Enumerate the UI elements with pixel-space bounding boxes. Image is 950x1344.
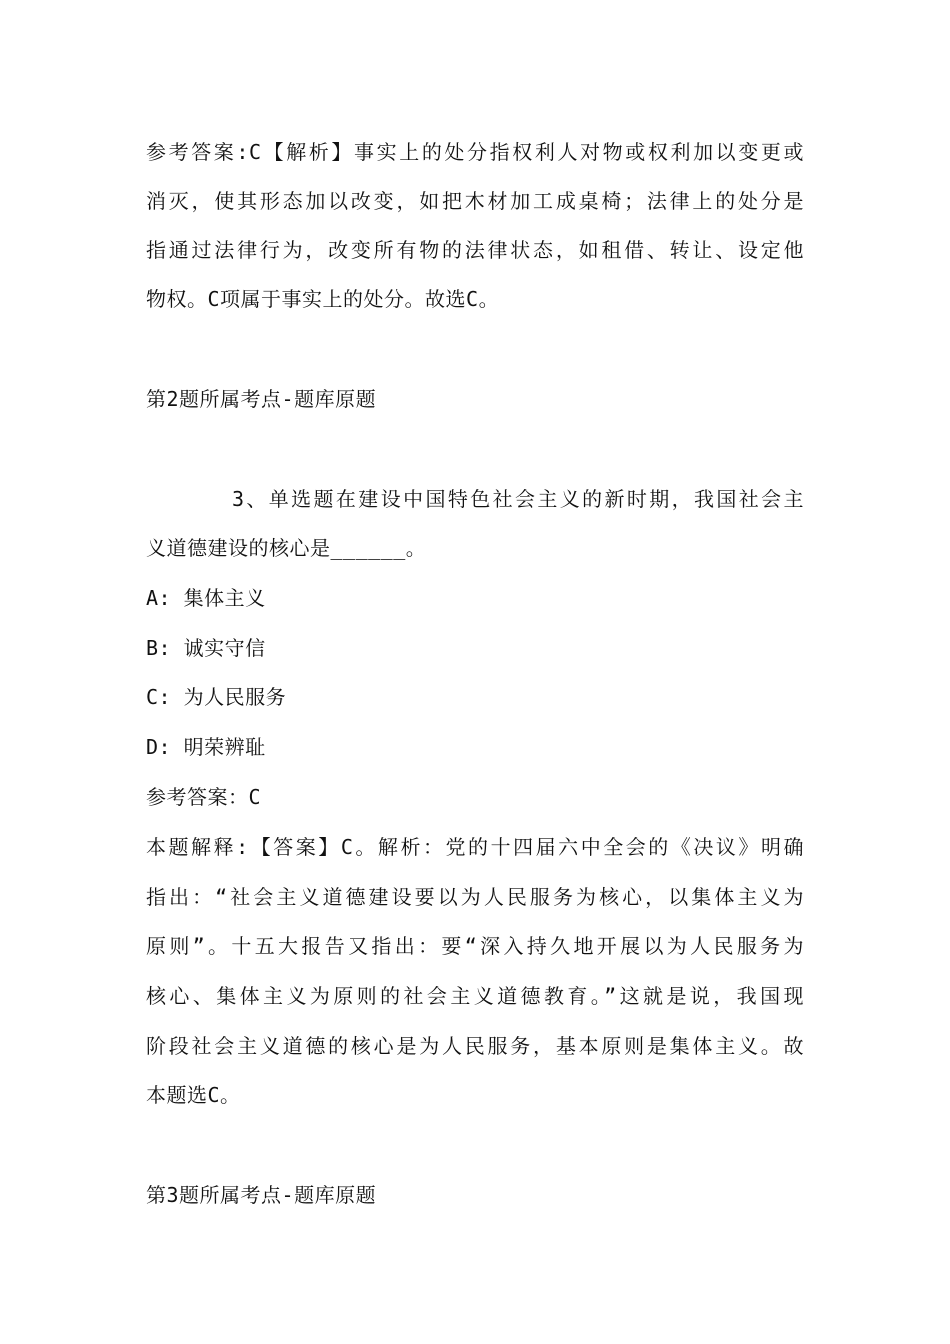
answer-1-line-1: 参考答案:C【解析】事实上的处分指权利人对物或权利加以变更或 xyxy=(146,140,804,164)
explanation-line-5: 阶段社会主义道德的核心是为人民服务，基本原则是集体主义。故 xyxy=(146,1034,804,1058)
answer-1-line-4: 物权。C项属于事实上的处分。故选C。 xyxy=(146,287,500,311)
explanation-line-1: 本题解释:【答案】C。解析：党的十四届六中全会的《决议》明确 xyxy=(146,835,804,859)
question-3-stem-line-1: 3、单选题在建设中国特色社会主义的新时期，我国社会主 xyxy=(232,487,804,511)
explanation-line-3: 原则”。十五大报告又指出：要“深入持久地开展以为人民服务为 xyxy=(146,934,804,958)
topic-2-heading: 第2题所属考点-题库原题 xyxy=(146,387,377,411)
topic-3-heading: 第3题所属考点-题库原题 xyxy=(146,1183,377,1207)
explanation-line-4: 核心、集体主义为原则的社会主义道德教育。”这就是说，我国现 xyxy=(146,984,804,1008)
answer-1-line-2: 消灭，使其形态加以改变，如把木材加工成桌椅；法律上的处分是 xyxy=(146,189,804,213)
answer-1-line-3: 指通过法律行为，改变所有物的法律状态，如租借、转让、设定他 xyxy=(146,238,804,262)
explanation-line-2: 指出：“社会主义道德建设要以为人民服务为核心，以集体主义为 xyxy=(146,885,804,909)
option-a: A: 集体主义 xyxy=(146,586,266,610)
explanation-line-6: 本题选C。 xyxy=(146,1083,241,1107)
option-c: C: 为人民服务 xyxy=(146,685,287,709)
option-b: B: 诚实守信 xyxy=(146,636,266,660)
option-d: D: 明荣辨耻 xyxy=(146,735,266,759)
question-3-answer: 参考答案：C xyxy=(146,785,262,809)
question-3-stem-line-2: 义道德建设的核心是______。 xyxy=(146,536,427,560)
